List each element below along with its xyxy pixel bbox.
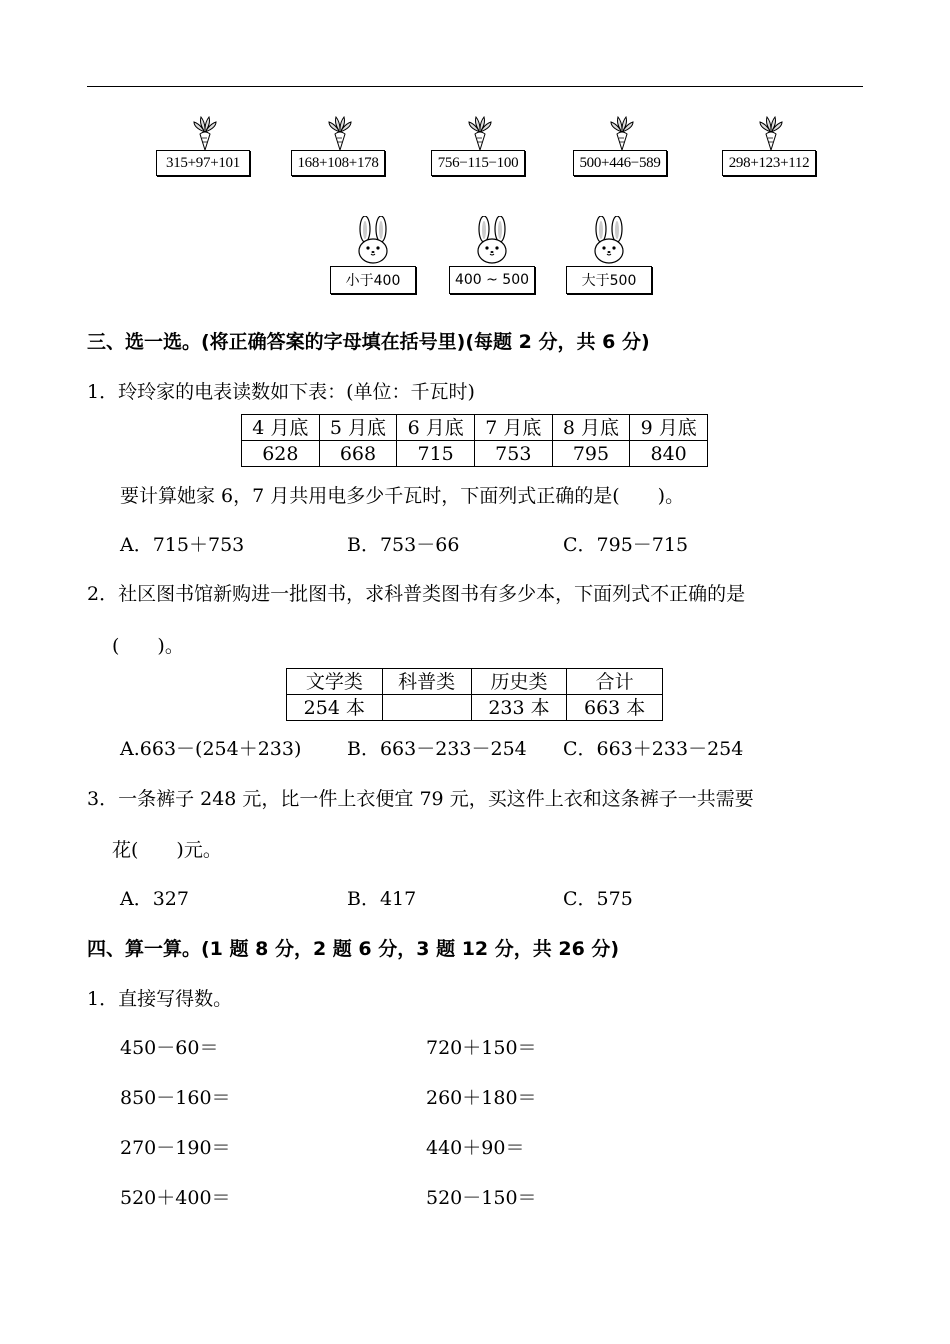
calc-item: 260＋180＝: [426, 1087, 537, 1109]
table-row: [242, 415, 708, 441]
s4-q1-stem: 1．直接写得数。: [87, 988, 233, 1010]
q3-option-c: C．575: [563, 888, 633, 910]
table-row: [287, 669, 663, 695]
table-header-cell: 历史类: [471, 669, 567, 695]
rabbit-range-label: 小于400: [330, 266, 416, 294]
rabbit-icon: [586, 216, 632, 268]
carrot-icon: [607, 116, 637, 152]
carrot-expression: 168+108+178: [291, 150, 385, 176]
table-header-cell: 8 月底: [552, 415, 630, 441]
table-cell: 795: [552, 441, 630, 467]
table-header-cell: 9 月底: [630, 415, 708, 441]
carrot-2: [291, 116, 387, 186]
rabbit-2: [449, 216, 535, 298]
table-header-cell: 合计: [567, 669, 663, 695]
table-row: [242, 441, 708, 467]
rabbit-3: [566, 216, 652, 298]
table-cell: 628: [242, 441, 320, 467]
q3-stem-line1: 3．一条裤子 248 元，比一件上衣便宜 79 元，买这件上衣和这条裤子一共需要: [87, 788, 754, 810]
rabbit-range-label: 400 ~ 500: [449, 266, 535, 294]
top-rule: [87, 86, 863, 87]
carrot-3: [431, 116, 527, 186]
q2-option-c: C．663＋233－254: [563, 738, 744, 760]
table-cell: 663 本: [567, 695, 663, 721]
table-cell: [382, 695, 471, 721]
calc-item: 720＋150＝: [426, 1037, 537, 1059]
rabbit-icon: [469, 216, 515, 268]
section-3-heading: 三、选一选。(将正确答案的字母填在括号里)(每题 2 分，共 6 分): [87, 331, 650, 353]
carrot-icon: [190, 116, 220, 152]
carrot-icon: [756, 116, 786, 152]
q1-stem: 1．玲玲家的电表读数如下表：(单位：千瓦时): [87, 381, 475, 403]
calc-item: 520＋400＝: [120, 1187, 231, 1209]
table-cell: 715: [397, 441, 475, 467]
table-header-cell: 文学类: [287, 669, 383, 695]
carrot-icon: [325, 116, 355, 152]
q2-stem-line2: ( )。: [112, 635, 184, 657]
q2-option-b: B．663－233－254: [347, 738, 527, 760]
rabbit-icon: [350, 216, 396, 268]
q1-option-c: C．795－715: [563, 534, 689, 556]
calc-item: 520－150＝: [426, 1187, 537, 1209]
table-row: [287, 695, 663, 721]
rabbit-1: [330, 216, 416, 298]
table-cell: 840: [630, 441, 708, 467]
table-cell: 233 本: [471, 695, 567, 721]
q2-stem-line1: 2．社区图书馆新购进一批图书，求科普类图书有多少本，下面列式不正确的是: [87, 583, 746, 605]
table-header-cell: 5 月底: [319, 415, 397, 441]
table-cell: 254 本: [287, 695, 383, 721]
table-cell: 668: [319, 441, 397, 467]
carrot-icon: [465, 116, 495, 152]
q3-stem-line2: 花( )元。: [112, 839, 222, 861]
q3-option-a: A．327: [120, 888, 189, 910]
calc-item: 850－160＝: [120, 1087, 231, 1109]
calc-item: 450－60＝: [120, 1037, 219, 1059]
carrot-expression: 756−115−100: [431, 150, 525, 176]
q3-option-b: B．417: [347, 888, 417, 910]
q2-option-a: A.663－(254＋233): [120, 738, 302, 760]
section-4-heading: 四、算一算。(1 题 8 分，2 题 6 分，3 题 12 分，共 26 分): [87, 938, 620, 960]
books-table: [286, 668, 663, 721]
carrot-expression: 500+446−589: [573, 150, 667, 176]
carrot-expression: 315+97+101: [156, 150, 250, 176]
carrot-5: [722, 116, 818, 186]
table-header-cell: 7 月底: [474, 415, 552, 441]
table-header-cell: 科普类: [382, 669, 471, 695]
calc-item: 270－190＝: [120, 1137, 231, 1159]
table-header-cell: 4 月底: [242, 415, 320, 441]
q1-option-a: A．715＋753: [120, 534, 245, 556]
q1-option-b: B．753－66: [347, 534, 460, 556]
q1-question: 要计算她家 6，7 月共用电多少千瓦时，下面列式正确的是( )。: [120, 485, 685, 507]
carrot-expression: 298+123+112: [722, 150, 816, 176]
electricity-table: [241, 414, 708, 467]
calc-item: 440＋90＝: [426, 1137, 525, 1159]
table-cell: 753: [474, 441, 552, 467]
carrot-1: [156, 116, 252, 186]
table-header-cell: 6 月底: [397, 415, 475, 441]
carrot-4: [573, 116, 669, 186]
rabbit-range-label: 大于500: [566, 266, 652, 294]
